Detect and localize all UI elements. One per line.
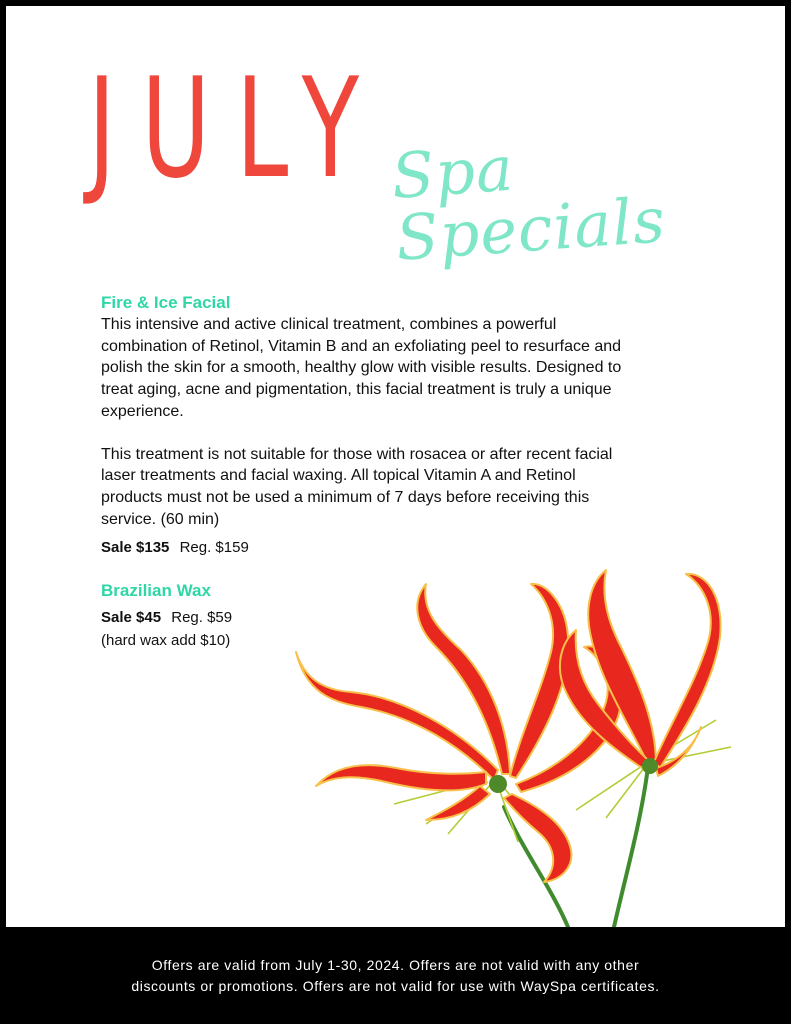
page-title: JULY bbox=[88, 48, 385, 209]
service-name: Brazilian Wax bbox=[101, 581, 211, 601]
footer-line: Offers are valid from July 1-30, 2024. Offers are not valid with any other bbox=[151, 956, 640, 973]
service-name: Fire & Ice Facial bbox=[101, 293, 231, 312]
service-fire-ice-facial bbox=[101, 291, 641, 558]
page-subtitle: Spa Specials bbox=[389, 131, 669, 275]
service-description: This intensive and active clinical treatment, combines a powerful combination of Retinol, Vitamin B and an exfoliating peel to resurface and polish the skin for a smooth, healthy glow with visible results. Designed to treat aging, acne and pigmentation, this facial treatment is truly a unique experience. bbox=[101, 316, 622, 420]
flyer-page bbox=[6, 6, 785, 927]
regular-price: Reg. $159 bbox=[179, 539, 249, 557]
gloriosa-lily-flower-icon bbox=[276, 542, 746, 927]
regular-price: Reg. $59 bbox=[171, 609, 233, 627]
service-note: (hard wax add $10) bbox=[101, 632, 231, 650]
sale-price: Sale $45 bbox=[101, 609, 162, 627]
service-caution: This treatment is not suitable for those with rosacea or after recent facial laser treatments and facial waxing. All topical Vitamin A and Retinol products must not be used a minimum of 7 days before receiving this service. (60 min) bbox=[101, 445, 613, 528]
footer-disclaimer bbox=[0, 927, 791, 1024]
footer-line: discounts or promotions. Offers are not valid for use with WaySpa certificates. bbox=[131, 977, 660, 994]
sale-price: Sale $135 bbox=[101, 539, 170, 557]
